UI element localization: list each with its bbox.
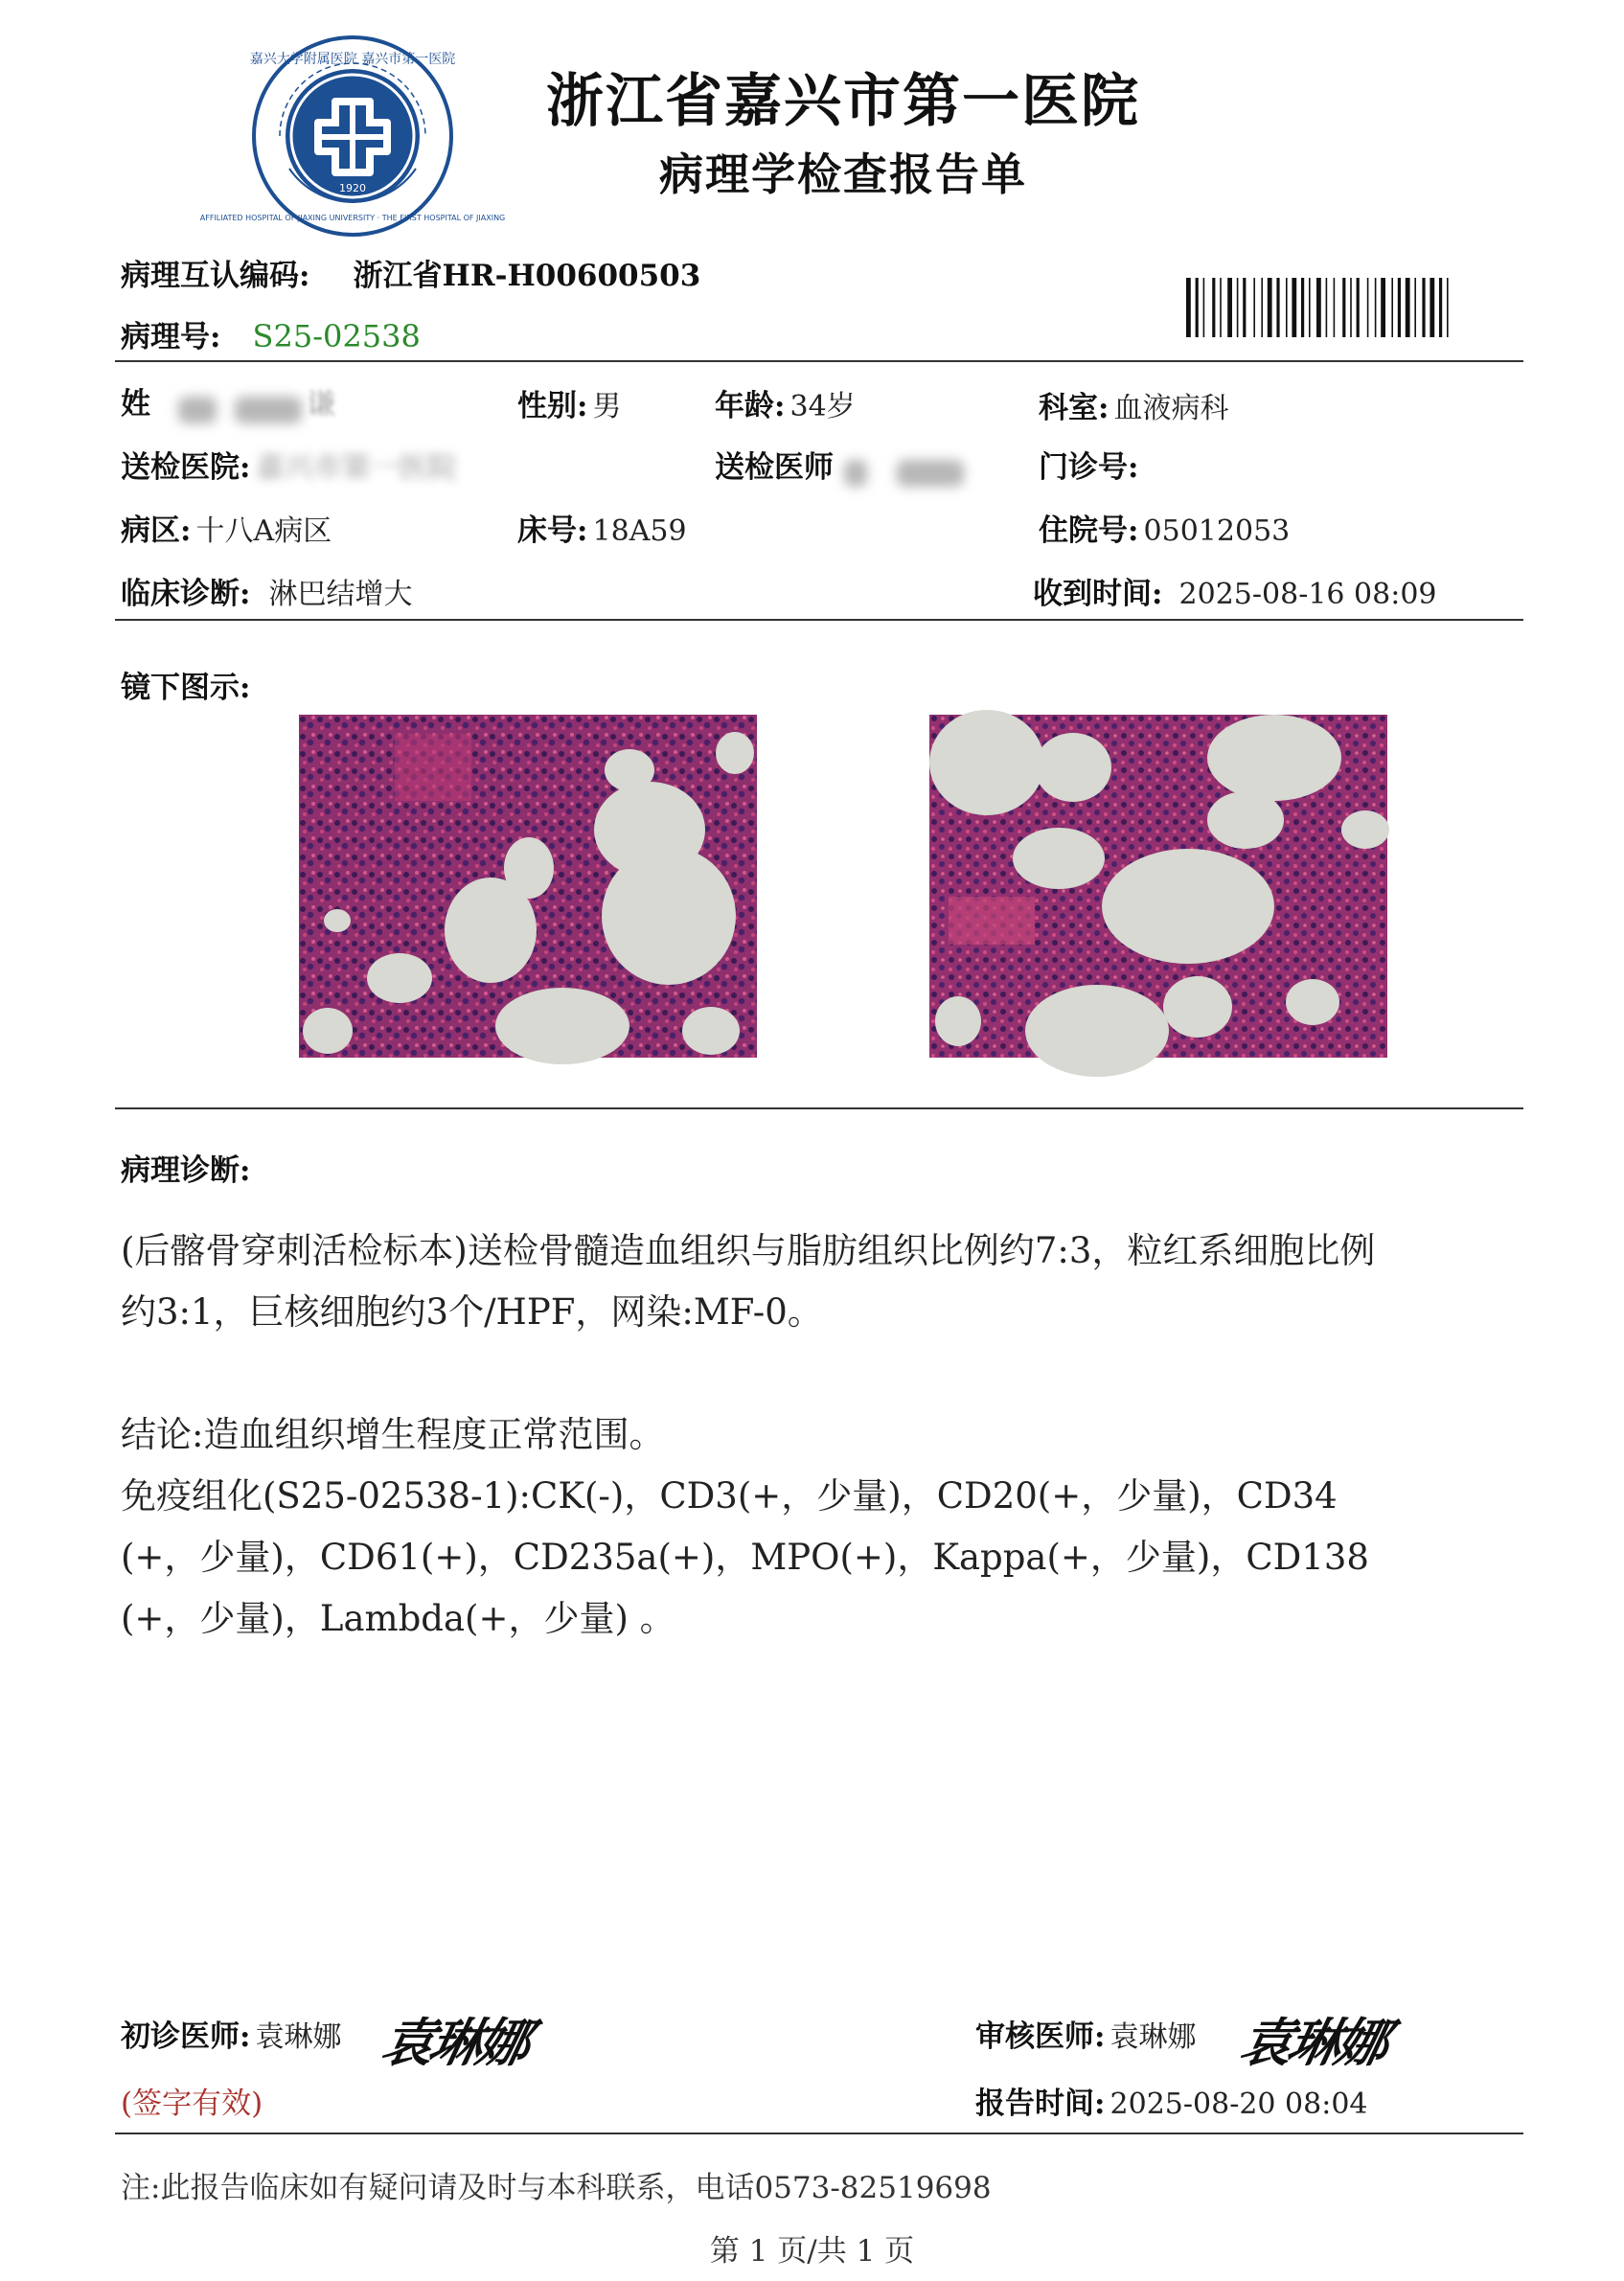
initial-doctor-label: 初诊医师: bbox=[121, 2019, 251, 2054]
mutual-code-label: 病理互认编码: bbox=[121, 259, 310, 293]
redacted-doctor-2 bbox=[897, 460, 964, 487]
barcode-bar bbox=[1237, 278, 1239, 337]
pathology-number-label: 病理号: bbox=[121, 320, 221, 354]
ward-field bbox=[121, 506, 332, 549]
barcode-bar bbox=[1309, 278, 1311, 337]
sex-field bbox=[517, 381, 622, 424]
barcode-bar bbox=[1227, 278, 1232, 337]
barcode-bar bbox=[1276, 278, 1279, 337]
department-label: 科室: bbox=[1039, 391, 1109, 425]
barcode-bar bbox=[1334, 278, 1336, 337]
barcode-bar bbox=[1367, 278, 1369, 337]
barcode-bar bbox=[1381, 278, 1385, 337]
patient-name-field bbox=[121, 379, 335, 423]
initial-doctor-signature: 袁琳娜 bbox=[376, 2012, 534, 2073]
divider bbox=[115, 619, 1523, 621]
clinical-diagnosis-value: 淋巴结增大 bbox=[268, 578, 413, 611]
department-value: 血液病科 bbox=[1113, 392, 1229, 425]
patient-name-tail: 谦 bbox=[307, 388, 336, 422]
barcode-bar bbox=[1316, 278, 1321, 337]
redacted-patient-name-2 bbox=[235, 397, 302, 423]
bed-field bbox=[517, 506, 687, 549]
signature-valid-note: (签字有效) bbox=[121, 2087, 263, 2121]
barcode-bar bbox=[1375, 278, 1377, 337]
received-time-value: 2025-08-16 08:09 bbox=[1178, 578, 1437, 611]
pathology-number-value: S25-02538 bbox=[252, 318, 421, 354]
age-value: 34岁 bbox=[789, 390, 856, 423]
microscopy-image-right bbox=[929, 715, 1387, 1058]
pathology-diagnosis-label: 病理诊断: bbox=[121, 1153, 251, 1188]
barcode-bar bbox=[1292, 278, 1296, 337]
review-doctor-signature: 袁琳娜 bbox=[1234, 2012, 1392, 2073]
barcode-bar bbox=[1391, 278, 1393, 337]
barcode-bar bbox=[1357, 278, 1360, 337]
redacted-patient-name bbox=[178, 397, 217, 423]
clinic-number-field bbox=[1039, 443, 1138, 486]
conclusion-block bbox=[121, 1404, 1539, 1650]
divider bbox=[115, 1107, 1523, 1109]
barcode-bar bbox=[1203, 278, 1205, 337]
barcode-bar bbox=[1350, 278, 1352, 337]
report-title: 病理学检查报告单 bbox=[659, 148, 1027, 200]
sending-doctor-label: 送检医师 bbox=[715, 450, 834, 485]
page-number: 第 1 页/共 1 页 bbox=[709, 2234, 915, 2269]
barcode bbox=[1186, 278, 1502, 337]
barcode-bar bbox=[1414, 278, 1416, 337]
ihc-line: (+，少量)，Lambda(+，少量) 。 bbox=[121, 1598, 675, 1639]
age-label: 年龄: bbox=[715, 389, 786, 423]
sex-value: 男 bbox=[592, 390, 622, 423]
mutual-code-value: 浙江省HR-H00600503 bbox=[353, 259, 701, 293]
ihc-line: 免疫组化(S25-02538-1):CK(-)，CD3(+，少量)，CD20(+，少量)，CD34 bbox=[121, 1475, 1338, 1517]
mutual-code-row bbox=[121, 251, 700, 294]
clinical-diagnosis-field bbox=[121, 569, 413, 612]
clinical-diagnosis-label: 临床诊断: bbox=[121, 577, 251, 611]
clinic-number-label: 门诊号: bbox=[1039, 450, 1139, 485]
barcode-bar bbox=[1243, 278, 1246, 337]
barcode-bar bbox=[1196, 278, 1199, 337]
divider bbox=[115, 2133, 1523, 2134]
microscopy-image-left bbox=[299, 715, 757, 1058]
review-doctor-label: 审核医师: bbox=[975, 2019, 1106, 2054]
barcode-bar bbox=[1447, 278, 1449, 337]
age-field bbox=[715, 381, 856, 424]
logo-text-en: AFFILIATED HOSPITAL OF JIAXING UNIVERSITY · THE FIRST HOSPITAL OF JIAXING bbox=[199, 214, 506, 222]
ward-label: 病区: bbox=[121, 513, 192, 548]
report-time-field bbox=[975, 2079, 1368, 2122]
review-doctor-value: 袁琳娜 bbox=[1109, 2020, 1197, 2054]
barcode-bar bbox=[1268, 278, 1272, 337]
initial-doctor-field bbox=[121, 2012, 342, 2055]
barcode-bar bbox=[1342, 278, 1345, 337]
diagnosis-text bbox=[121, 1220, 1539, 1343]
review-doctor-field bbox=[975, 2012, 1197, 2055]
hospital-name: 浙江省嘉兴市第一医院 bbox=[546, 68, 1140, 135]
hospital-logo bbox=[199, 34, 506, 238]
barcode-bar bbox=[1253, 278, 1255, 337]
conclusion-text: 结论:造血组织增生程度正常范围。 bbox=[121, 1414, 665, 1455]
logo-text-cn: 嘉兴大学附属医院 嘉兴市第一医院 bbox=[249, 52, 456, 67]
logo-year: 1920 bbox=[339, 182, 366, 194]
inpatient-number-field bbox=[1039, 506, 1290, 549]
bed-value: 18A59 bbox=[592, 514, 687, 548]
barcode-bar bbox=[1186, 278, 1191, 337]
diagnosis-line: (后髂骨穿刺活检标本)送检骨髓造血组织与脂肪组织比例约7:3，粒红系细胞比例 bbox=[121, 1230, 1376, 1271]
inpatient-number-label: 住院号: bbox=[1039, 513, 1139, 548]
ihc-line: (+，少量)，CD61(+)，CD235a(+)，MPO(+)，Kappa(+，少量)，CD138 bbox=[121, 1537, 1369, 1578]
sending-doctor-field bbox=[715, 443, 964, 487]
microscopy-label: 镜下图示: bbox=[121, 671, 251, 705]
barcode-bar bbox=[1212, 278, 1215, 337]
barcode-bar bbox=[1422, 278, 1425, 337]
bed-label: 床号: bbox=[517, 513, 588, 548]
barcode-bar bbox=[1220, 278, 1222, 337]
pathology-number-row bbox=[121, 312, 421, 355]
barcode-bar bbox=[1286, 278, 1288, 337]
redacted-doctor-1 bbox=[844, 460, 867, 487]
initial-doctor-value: 袁琳娜 bbox=[255, 2020, 342, 2054]
report-time-label: 报告时间: bbox=[975, 2087, 1106, 2121]
ward-value: 十八A病区 bbox=[195, 514, 332, 548]
barcode-bar bbox=[1261, 278, 1263, 337]
sending-hospital-value: 嘉兴市第一医院 bbox=[255, 451, 457, 485]
divider bbox=[115, 360, 1523, 362]
footer-note: 注:此报告临床如有疑问请及时与本科联系，电话0573-82519698 bbox=[121, 2171, 992, 2205]
department-field bbox=[1039, 383, 1229, 426]
received-time-field bbox=[1033, 569, 1437, 612]
sending-hospital-field bbox=[121, 443, 457, 486]
diagnosis-line: 约3:1，巨核细胞约3个/HPF，网染:MF-0。 bbox=[121, 1291, 823, 1333]
barcode-bar bbox=[1439, 278, 1442, 337]
report-time-value: 2025-08-20 08:04 bbox=[1109, 2087, 1368, 2121]
barcode-bar bbox=[1430, 278, 1434, 337]
barcode-bar bbox=[1326, 278, 1328, 337]
barcode-bar bbox=[1398, 278, 1401, 337]
barcode-bar bbox=[1406, 278, 1410, 337]
barcode-bar bbox=[1301, 278, 1304, 337]
received-time-label: 收到时间: bbox=[1033, 577, 1163, 611]
sex-label: 性别: bbox=[517, 389, 588, 423]
inpatient-number-value: 05012053 bbox=[1143, 514, 1291, 548]
sending-hospital-label: 送检医院: bbox=[121, 450, 251, 485]
patient-name-label: 姓 bbox=[121, 387, 150, 422]
